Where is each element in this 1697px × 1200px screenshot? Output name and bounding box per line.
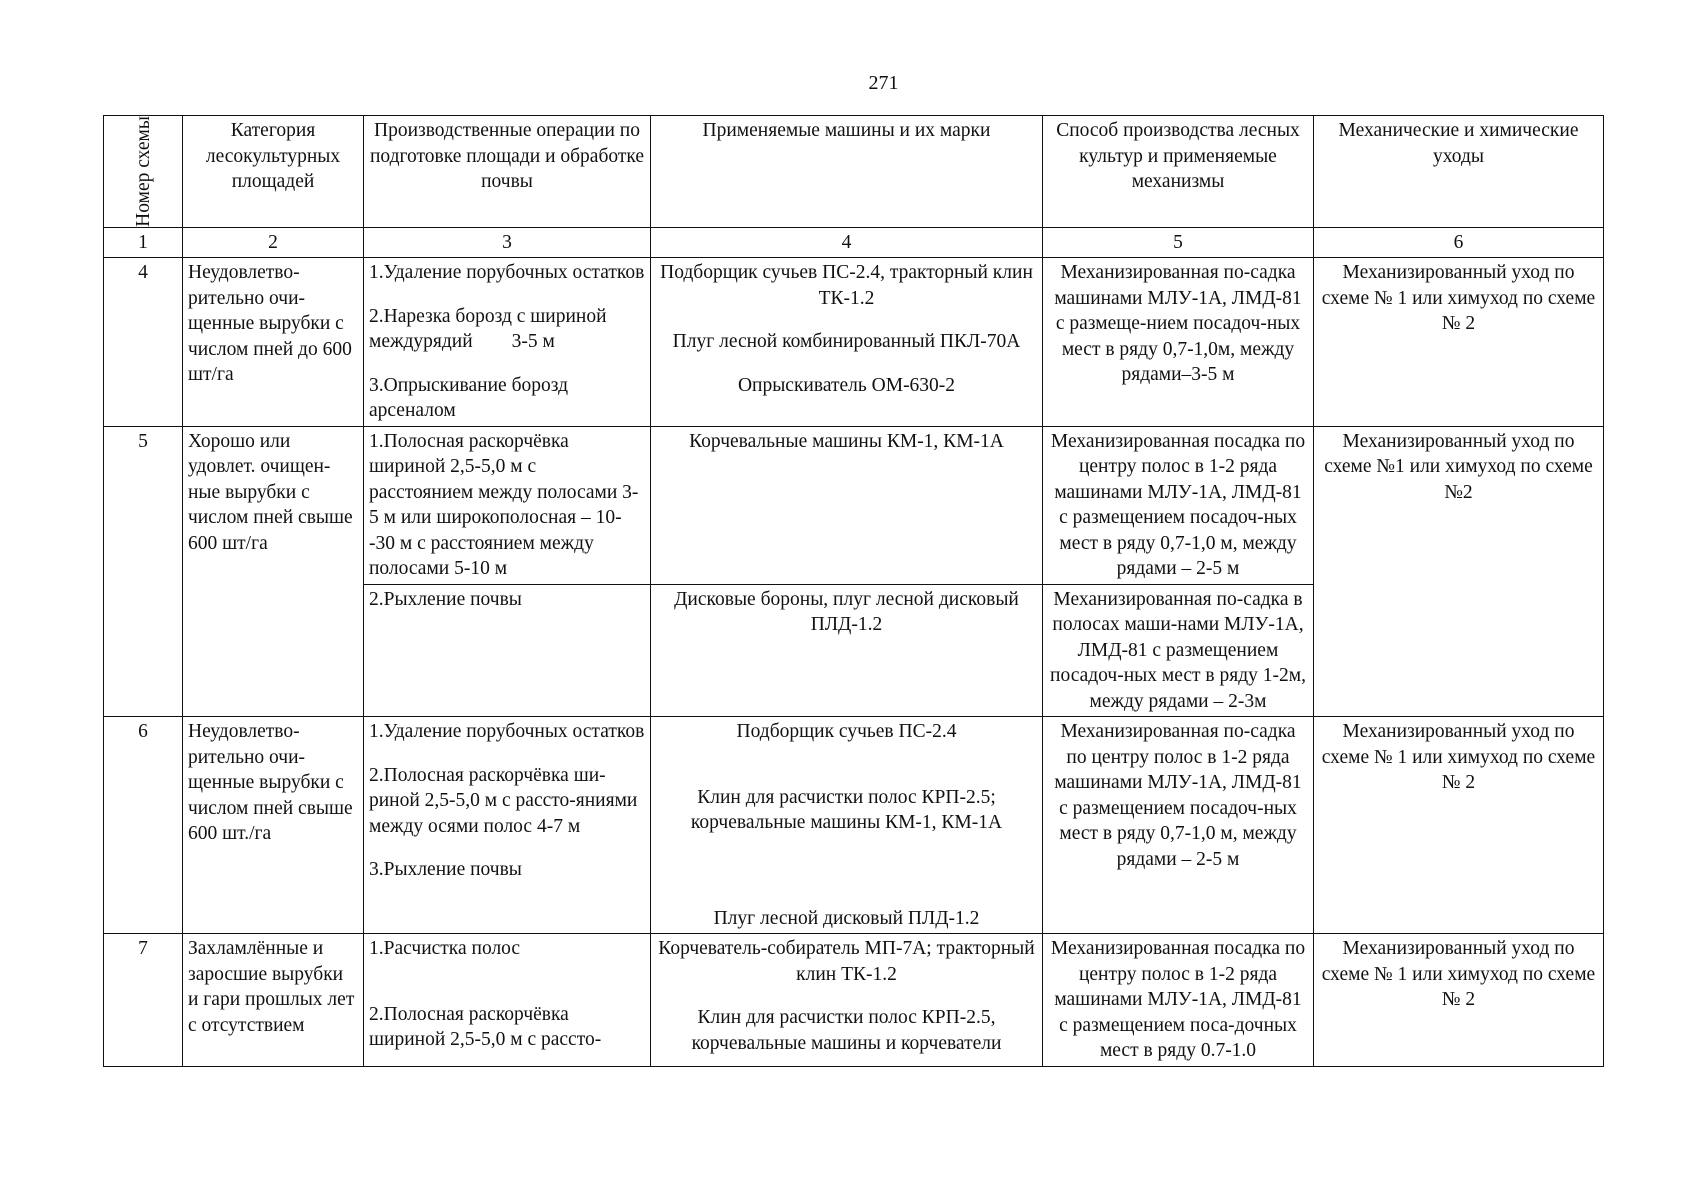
machine: Клин для расчистки полос КРП-2.5, корчевальные машины и корчеватели	[691, 1007, 1002, 1054]
machine: Клин для расчистки полос КРП-2.5; корчевальные машины КМ-1, КМ-1А	[690, 786, 1003, 834]
table-row	[104, 934, 1604, 1067]
care-cell: Механизированный уход по схеме № 1 или химуход по схеме № 2	[1314, 258, 1604, 427]
column-number: 6	[1314, 227, 1604, 258]
machines-cell: Дисковые бороны, плуг лесной дисковый ПЛД-1.2	[651, 584, 1043, 717]
operations-cell	[364, 258, 651, 427]
scheme-number: 7	[104, 934, 183, 1067]
table-row	[104, 426, 1604, 584]
operation: 3.Опрыскивание борозд арсеналом	[369, 374, 569, 422]
machine: Плуг лесной дисковый ПЛД-1.2	[713, 907, 980, 929]
table-row	[104, 258, 1604, 427]
scheme-number: 5	[104, 426, 183, 717]
machines-cell	[651, 717, 1043, 934]
category-cell: Неудовлетво-рительно очи-щенные вырубки с числом пней до 600 шт/га	[183, 258, 364, 427]
header-row	[104, 116, 1604, 228]
category-cell: Захламлённые и заросшие вырубки и гари прошлых лет с отсутствием	[183, 934, 364, 1067]
method-cell: Механизированная по-садка в полосах маши-нами МЛУ-1А, ЛМД-81 с размещением посадоч-ных мест в ряду 1-2м, между рядами – 2-3м	[1043, 584, 1314, 717]
category-cell: Хорошо или удовлет. очищен-ные вырубки с числом пней свыше 600 шт/га	[183, 426, 364, 717]
machine: Опрыскиватель ОМ-630-2	[737, 374, 956, 396]
header-cell-category: Категория лесокультурных площадей	[183, 116, 364, 228]
forestry-table	[103, 115, 1604, 1067]
method-cell: Механизированная посадка по центру полос в 1-2 ряда машинами МЛУ-1А, ЛМД-81 с размещением посадоч-ных мест в ряду 0,7-1,0 м, между рядами – 2-5 м	[1043, 426, 1314, 584]
scheme-number: 4	[104, 258, 183, 427]
operation: 2.Нарезка борозд с шириной междурядий 3-5 м	[369, 305, 612, 353]
operations-cell: 2.Рыхление почвы	[364, 584, 651, 717]
column-number: 5	[1043, 227, 1314, 258]
care-cell: Механизированный уход по схеме №1 или химуход по схеме №2	[1314, 426, 1604, 717]
operations-cell	[364, 717, 651, 934]
operations-cell: 1.Полосная раскорчёвка шириной 2,5-5,0 м с расстоянием между полосами 3-5 м или широкополосная – 10--30 м с расстоянием между полосами 5-10 м	[364, 426, 651, 584]
operation: 1.Расчистка полос	[369, 938, 521, 960]
category-cell: Неудовлетво-рительно очи-щенные вырубки с числом пней свыше 600 шт./га	[183, 717, 364, 934]
machine: Корчеватель-собиратель МП-7А; тракторный клин ТК-1.2	[658, 938, 1035, 985]
machines-cell: Корчевальные машины КМ-1, КМ-1А	[651, 426, 1043, 584]
header-cell-machines: Применяемые машины и их марки	[651, 116, 1043, 228]
header-cell-method: Способ производства лесных культур и применяемые механизмы	[1043, 116, 1314, 228]
table-row	[104, 717, 1604, 934]
machines-cell	[651, 934, 1043, 1067]
column-number: 3	[364, 227, 651, 258]
page-number: 271	[868, 72, 899, 94]
header-cell-operations: Производственные операции по подготовке площади и обработке почвы	[364, 116, 651, 228]
operations-cell	[364, 934, 651, 1067]
operation: 2.Полосная раскорчёвка ши-риной 2,5-5,0 м с рассто-яниями между осями полос 4-7 м	[369, 764, 638, 837]
care-cell: Механизированный уход по схеме № 1 или химуход по схеме № 2	[1314, 934, 1604, 1067]
column-number-row	[104, 227, 1604, 258]
machine: Подборщик сучьев ПС-2.4, тракторный клин ТК-1.2	[660, 262, 1033, 309]
scheme-number: 6	[104, 717, 183, 934]
header-cell-scheme-number: Номер схемы	[104, 116, 183, 228]
machines-cell	[651, 258, 1043, 427]
machine: Плуг лесной комбинированный ПКЛ-70А	[672, 331, 1021, 353]
method-cell: Механизированная по-садка по центру полос в 1-2 ряда машинами МЛУ-1А, ЛМД-81 с размещением посадоч-ных мест в ряду 0,7-1,0 м, между рядами – 2-5 м	[1043, 717, 1314, 934]
column-number: 4	[651, 227, 1043, 258]
operation: 2.Полосная раскорчёвка шириной 2,5-5,0 м с рассто-	[369, 1003, 602, 1051]
header-cell-care: Механические и химические уходы	[1314, 116, 1604, 228]
method-cell: Механизированная посадка по центру полос в 1-2 ряда машинами МЛУ-1А, ЛМД-81 с размещением поса-дочных мест в ряду 0.7-1.0	[1043, 934, 1314, 1067]
column-number: 2	[183, 227, 364, 258]
operation: 1.Удаление порубочных остатков	[369, 721, 645, 743]
method-cell: Механизированная по-садка машинами МЛУ-1А, ЛМД-81 с размеще-нием посадоч-ных мест в ряду 0,7-1,0м, между рядами–3-5 м	[1043, 258, 1314, 427]
machine: Подборщик сучьев ПС-2.4	[736, 721, 957, 743]
operation: 1.Удаление порубочных остатков	[369, 262, 645, 284]
column-number: 1	[104, 227, 183, 258]
operation: 3.Рыхление почвы	[369, 859, 522, 881]
care-cell: Механизированный уход по схеме № 1 или химуход по схеме № 2	[1314, 717, 1604, 934]
